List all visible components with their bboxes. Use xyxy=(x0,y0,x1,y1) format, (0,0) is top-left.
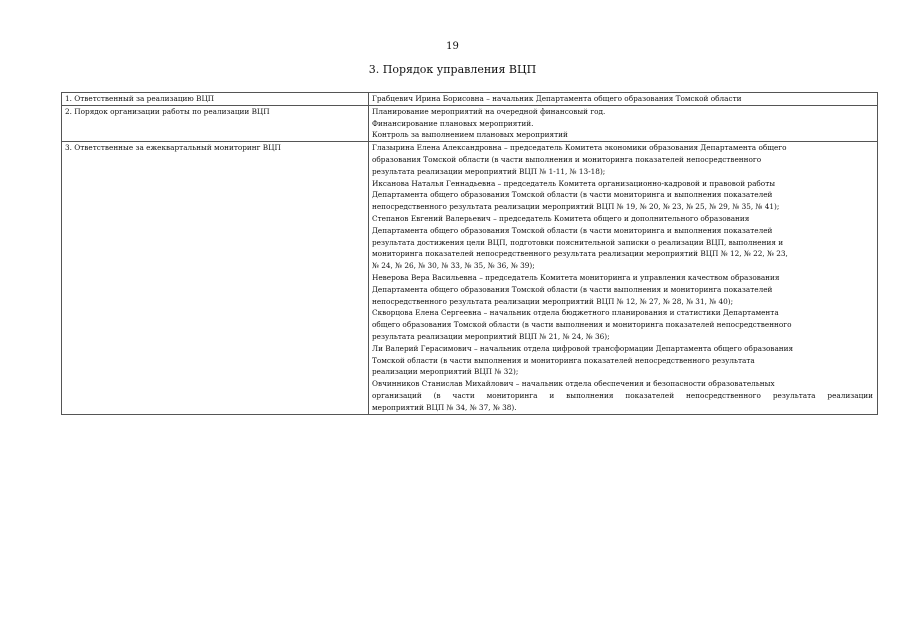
row-content xyxy=(369,142,878,414)
content-line: Финансирование плановых мероприятий. xyxy=(372,118,534,128)
content-line: результата достижения цели ВЦП, подготовки пояснительной записки о реализации ВЦП, выполнения и xyxy=(372,237,784,247)
content-line: общего образования Томской области (в части выполнения и мониторинга показателей непосредственного xyxy=(372,320,792,330)
content-line: Скворцова Елена Сергеевна – начальник отдела бюджетного планирования и статистики Департамента xyxy=(372,308,779,318)
content-line: результата реализации мероприятий ВЦП № 1-11, № 13-18); xyxy=(372,166,606,176)
content-line: Неверова Вера Васильевна – председатель Комитета мониторинга и управления качеством образования xyxy=(372,272,780,282)
content-line: Планирование мероприятий на очередной финансовый год. xyxy=(372,106,606,116)
content-line: реализации мероприятий ВЦП № 32); xyxy=(372,367,519,377)
table-row xyxy=(62,142,878,414)
content-line: Грабцевич Ирина Борисовна – начальник Департамента общего образования Томской области xyxy=(372,94,742,103)
content-line: результата реализации мероприятий ВЦП № 21, № 24, № 36); xyxy=(372,331,610,341)
content-line: Департамента общего образования Томской области (в части мониторинга и выполнения показателей xyxy=(372,225,773,235)
content-line: Ли Валерий Герасимович – начальник отдела цифровой трансформации Департамента общего образования xyxy=(372,343,794,353)
row-content xyxy=(369,93,878,106)
content-line: Томской области (в части выполнения и мониторинга показателей непосредственного результата xyxy=(372,355,755,365)
content-line: мониторинга показателей непосредственного результата реализации мероприятий ВЦП № 12, № 22, № 23, xyxy=(372,249,788,259)
row-label: 1. Ответственный за реализацию ВЦП xyxy=(62,93,369,106)
content-line: Департамента общего образования Томской области (в части выполнения и мониторинга показателей xyxy=(372,284,773,294)
content-line: мероприятий ВЦП № 34, № 37, № 38). xyxy=(372,402,517,412)
content-line: непосредственного результата реализации мероприятий ВЦП № 19, № 20, № 23, № 25, № 29, № 35, № 41); xyxy=(372,202,780,212)
row-label: 3. Ответственные за ежеквартальный мониторинг ВЦП xyxy=(62,142,369,414)
table-body xyxy=(62,93,878,415)
content-line: № 24, № 26, № 30, № 33, № 35, № 36, № 39); xyxy=(372,261,535,271)
row-content xyxy=(369,105,878,141)
management-table xyxy=(61,92,878,415)
page-title: 3. Порядок управления ВЦП xyxy=(368,63,537,76)
content-line: Овчинников Станислав Михайлович – начальник отдела обеспечения и безопасности образовательных xyxy=(372,379,775,389)
page-number: 19 xyxy=(446,41,459,52)
content-line: организаций (в части мониторинга и выполнения показателей непосредственного результата реализации xyxy=(372,390,873,400)
content-line: непосредственного результата реализации мероприятий ВЦП № 12, № 27, № 28, № 31, № 40); xyxy=(372,296,734,306)
content-line: Степанов Евгений Валерьевич – председатель Комитета общего и дополнительного образования xyxy=(372,213,750,223)
content-line: образования Томской области (в части выполнения и мониторинга показателей непосредственного xyxy=(372,154,762,164)
content-line: Департамента общего образования Томской области (в части мониторинга и выполнения показателей xyxy=(372,190,773,200)
content-line: Контроль за выполнением плановых мероприятий xyxy=(372,130,568,140)
content-line: Иксанова Наталья Геннадьевна – председатель Комитета организационно-кадровой и правовой работы xyxy=(372,178,776,188)
table-row xyxy=(62,93,878,106)
row-label: 2. Порядок организации работы по реализации ВЦП xyxy=(62,105,369,141)
table-row xyxy=(62,105,878,141)
content-line: Глазырина Елена Александровна – председатель Комитета экономики образования Департамента общего xyxy=(372,143,787,153)
